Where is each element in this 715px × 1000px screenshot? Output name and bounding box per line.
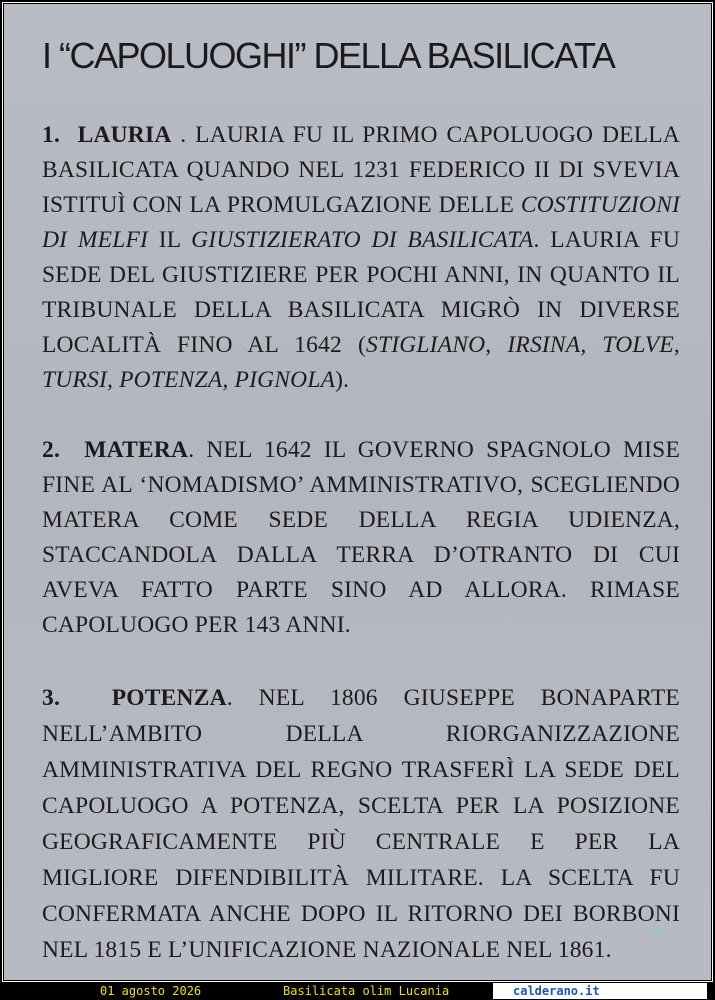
section-italic-text: COSTITUZIONI DI MELFI (42, 192, 680, 253)
section-potenza (42, 680, 680, 968)
section-text: . LAURIA FU IL PRIMO CAPOLUOGO DELLA BASILICATA QUANDO NEL 1231 FEDERICO II DI SVEVIA ISTITUÌ CON LA PROMULGAZIONE DELLE (42, 122, 680, 218)
section-heading: MATERA (84, 437, 189, 463)
section-number: 2. (42, 437, 61, 463)
section-text: ). (335, 367, 350, 393)
caption-date: 01 agosto 2026 (100, 984, 202, 998)
section-lauria (42, 118, 680, 398)
section-italic-text: GIUSTIZIERATO DI BASILICATA (191, 227, 534, 253)
section-heading: LAURIA (77, 122, 172, 148)
caption-bar (0, 982, 715, 1000)
section-text: . LAURIA FU SEDE DEL GIUSTIZIERE PER POCHI ANNI, IN QUANTO IL TRIBUNALE DELLA BASILICATA MIGRÒ IN DIVERSE LOCALITÀ FINO AL 1642 ( (42, 227, 680, 358)
caption-brand-link[interactable]: calderano.it (493, 983, 707, 999)
section-text: . NEL 1642 IL GOVERNO SPAGNOLO MISE FINE AL ‘NOMADISMO’ AMMINISTRATIVO, SCEGLIENDO MATERA COME SEDE DELLA REGIA UDIENZA, STACCANDOLA DALLA TERRA D’OTRANTO DI CUI AVEVA FATTO PARTE SINO AD ALLORA. RIMASE CAPOLUOGO PER 143 ANNI. (42, 437, 680, 638)
section-matera (42, 433, 680, 643)
reflection-mark-icon: ✧ (649, 923, 665, 944)
section-italic-text: STIGLIANO, IRSINA, TOLVE, TURSI, POTENZA, PIGNOLA (42, 332, 680, 393)
information-plaque (4, 4, 711, 980)
plaque-title: I “CAPOLUOGHI” DELLA BASILICATA (42, 35, 615, 76)
section-number: 1. (42, 122, 61, 148)
section-text: . NEL 1806 GIUSEPPE BONAPARTE NELL’AMBITO DELLA RIORGANIZZAZIONE AMMINISTRATIVA DEL REGNO TRASFERÌ LA SEDE DEL CAPOLUOGO A POTENZA, SCELTA PER LA POSIZIONE GEOGRAFICAMENTE PIÙ CENTRALE E PER LA MIGLIORE DIFENDIBILITÀ MILITARE. LA SCELTA FU CONFERMATA ANCHE DOPO IL RITORNO DEI BORBONI NEL 1815 E L’UNIFICAZIONE NAZIONALE NEL 1861. (42, 685, 680, 963)
section-text: IL (148, 227, 192, 253)
caption-site-title: Basilicata olim Lucania (283, 984, 450, 998)
section-number: 3. (42, 685, 61, 711)
section-heading: POTENZA (111, 685, 227, 711)
